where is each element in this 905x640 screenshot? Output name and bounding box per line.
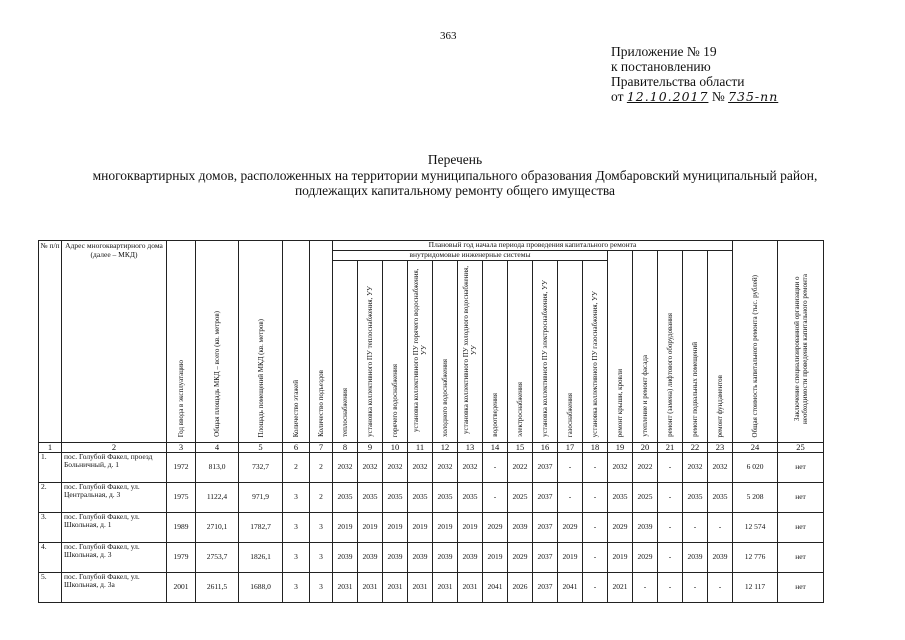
column-number: 15 [508,442,533,452]
table-cell: 2026 [508,572,533,602]
column-number: 17 [558,442,583,452]
header-gas: газоснабжения [566,392,574,437]
table-cell: 2039 [383,542,408,572]
column-number: 3 [167,442,196,452]
table-cell: 2611,5 [196,572,239,602]
table-cell: 2019 [408,512,433,542]
table-cell: 2039 [358,542,383,572]
title-line3: подлежащих капитальному ремонту общего имущества [294,183,616,198]
table-cell: 2032 [458,452,483,482]
header-elec-meter: установка коллективного ПУ электроснабжения, УУ [541,280,549,437]
header-hot: горячего водоснабжения [391,363,399,437]
table-cell: 2001 [167,572,196,602]
appendix-line2: к постановлению [611,59,711,74]
table-cell: 2753,7 [196,542,239,572]
header-cold: холодного водоснабжения [441,359,449,437]
table-cell: 2029 [608,512,633,542]
table-cell: 2021 [608,572,633,602]
table-cell: 2025 [508,482,533,512]
handwritten-number: 735-пп [728,89,779,104]
table-cell: 3 [310,542,333,572]
header-cold-meter: установка коллективного ПУ холодного водоснабжения, УУ [462,265,478,435]
column-number: 2 [62,442,167,452]
header-foundation: ремонт фундаментов [716,374,724,437]
table-cell: 2035 [708,482,733,512]
table-cell: 2019 [458,512,483,542]
table-cell: - [683,572,708,602]
table-cell: 1975 [167,482,196,512]
table-cell: 3 [310,572,333,602]
table-cell: 2 [310,452,333,482]
header-heat: теплоснабжения [341,388,349,437]
table-cell: нет [778,572,824,602]
table-cell: 2019 [333,512,358,542]
table-cell: 2022 [633,452,658,482]
table-cell: 2032 [408,452,433,482]
table-cell: 2022 [508,452,533,482]
appendix-line1: Приложение № 19 [611,44,717,59]
row-address: пос. Голубой Факел, ул. Школьная, д. 3а [62,572,167,602]
table-cell: нет [778,452,824,482]
column-numbers-row [39,442,824,452]
table-cell: 2019 [383,512,408,542]
header-num: № п/п [39,241,62,443]
header-year: Год ввода в эксплуатацию [177,359,185,437]
row-number: 2. [39,482,62,512]
table-cell: 2031 [408,572,433,602]
column-number: 16 [533,442,558,452]
table-cell: - [583,512,608,542]
header-elec: электроснабжения [516,381,524,437]
table-cell: 2041 [483,572,508,602]
table-cell: 2039 [683,542,708,572]
column-number: 1 [39,442,62,452]
table-cell: 1972 [167,452,196,482]
table-cell: 2029 [483,512,508,542]
table-cell: 2031 [433,572,458,602]
header-conclusion: Заключение специализированной организации о необходимости проведения капитального ремонта [792,274,809,424]
table-cell: 971,9 [239,482,283,512]
header-roof: ремонт крыши, кровли [616,368,624,437]
row-address: пос. Голубой Факел, ул. Школьная, д. 1 [62,512,167,542]
table-cell: 2029 [558,512,583,542]
header-area-total: Общая площадь МКД – всего (кв. метров) [213,311,221,437]
table-cell: 2032 [608,452,633,482]
table-cell: - [683,512,708,542]
column-number: 14 [483,442,508,452]
table-cell: 1782,7 [239,512,283,542]
table-cell: 2 [283,452,310,482]
table-cell: 1688,0 [239,572,283,602]
table-cell: 2019 [483,542,508,572]
header-cost: Общая стоимость капитального ремонта (тыс. рублей) [751,274,759,437]
table-cell: 1979 [167,542,196,572]
table-cell: 2025 [633,482,658,512]
header-heat-meter: установка коллективного ПУ теплоснабжения, УУ [366,286,374,437]
table-cell: 2039 [333,542,358,572]
column-number: 9 [358,442,383,452]
table-cell: нет [778,512,824,542]
table-cell: 2032 [433,452,458,482]
table-row [39,482,824,512]
table-cell: 3 [283,542,310,572]
header-elevator: ремонт (замена) лифтового оборудования [666,313,674,437]
header-systems-group: внутридомовые инженерные системы [333,251,608,261]
table-cell: 2031 [358,572,383,602]
title-line2: многоквартирных домов, расположенных на территории муниципального образования Домбаровский муниципальный район, [92,168,818,183]
column-number: 19 [608,442,633,452]
appendix-line3: Правительства области [611,74,745,89]
table-row [39,572,824,602]
table-cell: - [483,452,508,482]
column-number: 21 [658,442,683,452]
table-cell: 1122,4 [196,482,239,512]
table-cell: нет [778,542,824,572]
row-number: 5. [39,572,62,602]
column-number: 12 [433,442,458,452]
table-cell: нет [778,482,824,512]
table-cell: 2031 [333,572,358,602]
table-cell: 2 [310,482,333,512]
table-cell: 2035 [433,482,458,512]
table-cell: 2032 [333,452,358,482]
page-number: 363 [440,30,457,42]
column-number: 4 [196,442,239,452]
table-cell: - [483,482,508,512]
table-cell: 2019 [608,542,633,572]
table-cell: 3 [283,512,310,542]
table-row [39,512,824,542]
column-number: 7 [310,442,333,452]
header-gas-meter: установка коллективного ПУ газоснабжения, УУ [591,290,599,437]
table-cell: 2035 [608,482,633,512]
table-cell: 2032 [683,452,708,482]
column-number: 6 [283,442,310,452]
table-cell: - [658,482,683,512]
table-cell: 2035 [408,482,433,512]
header-basement: ремонт подвальных помещений [691,342,699,437]
table-cell: - [658,572,683,602]
table-cell: 2039 [508,512,533,542]
row-number: 4. [39,542,62,572]
table-cell: 2035 [333,482,358,512]
header-plan-group: Плановый год начала периода проведения капитального ремонта [333,241,733,251]
column-number: 8 [333,442,358,452]
row-number: 3. [39,512,62,542]
column-number: 18 [583,442,608,452]
table-cell: 2037 [533,542,558,572]
row-number: 1. [39,452,62,482]
table-cell: 2032 [383,452,408,482]
table-cell: 2035 [683,482,708,512]
table-cell: 2031 [458,572,483,602]
handwritten-date: 12.10.2017 [626,89,709,104]
table-cell: 2037 [533,512,558,542]
appendix-block [611,44,778,104]
table-cell: 2039 [458,542,483,572]
number-label: № [711,89,725,104]
table-cell: 2029 [633,542,658,572]
table-cell: - [583,482,608,512]
table-cell: 2035 [458,482,483,512]
table-cell: 813,0 [196,452,239,482]
table-cell: 2037 [533,452,558,482]
table-cell: 3 [310,512,333,542]
houses-table [38,240,824,603]
column-number: 24 [733,442,778,452]
table-cell: - [583,542,608,572]
table-cell: 2019 [433,512,458,542]
row-address: пос. Голубой Факел, проезд Больничный, д. 1 [62,452,167,482]
header-drain: водоотведения [491,393,499,437]
table-cell: 2031 [383,572,408,602]
table-cell: 12 117 [733,572,778,602]
table-cell: - [658,452,683,482]
table-cell: 1989 [167,512,196,542]
table-cell: 2039 [633,512,658,542]
table-cell: - [658,512,683,542]
row-address: пос. Голубой Факел, ул. Центральная, д. 3 [62,482,167,512]
table-cell: 2019 [558,542,583,572]
table-body [39,452,824,602]
header-floors: Количество этажей [292,379,300,437]
table-cell: - [583,452,608,482]
table-cell: 2039 [433,542,458,572]
table-cell: - [583,572,608,602]
table-cell: 12 574 [733,512,778,542]
column-number: 23 [708,442,733,452]
from-label: от [611,89,624,104]
header-entrances: Количество подъездов [317,370,325,437]
appendix-date-line [611,89,778,104]
header-area-rooms: Площадь помещений МКД (кв. метров) [256,318,265,437]
table-cell: 2039 [708,542,733,572]
table-cell: 732,7 [239,452,283,482]
table-cell: 5 208 [733,482,778,512]
table-cell: 2019 [358,512,383,542]
table-cell: 6 020 [733,452,778,482]
column-number: 20 [633,442,658,452]
table-cell: 2037 [533,572,558,602]
row-address: пос. Голубой Факел, ул. Школьная, д. 3 [62,542,167,572]
table-cell: - [658,542,683,572]
table-cell: 2035 [358,482,383,512]
table-row [39,542,824,572]
table-cell: - [558,452,583,482]
column-number: 13 [458,442,483,452]
column-number: 25 [778,442,824,452]
title-line1: Перечень [427,152,483,167]
table-row [39,452,824,482]
column-number: 10 [383,442,408,452]
table-cell: 2039 [408,542,433,572]
table-cell: 2710,1 [196,512,239,542]
table-cell: - [558,482,583,512]
table-cell: - [708,572,733,602]
table-cell: - [633,572,658,602]
column-number: 11 [408,442,433,452]
table-cell: 2035 [383,482,408,512]
table-cell: 2029 [508,542,533,572]
table-cell: 2037 [533,482,558,512]
header-address: Адрес многоквартирного дома (далее – МКД) [62,241,167,443]
table-cell: 2032 [358,452,383,482]
table-cell: - [708,512,733,542]
table-cell: 12 776 [733,542,778,572]
table-cell: 3 [283,482,310,512]
column-number: 5 [239,442,283,452]
header-facade: утепление и ремонт фасада [641,355,649,437]
table-cell: 2032 [708,452,733,482]
column-number: 22 [683,442,708,452]
table-cell: 3 [283,572,310,602]
table-cell: 2041 [558,572,583,602]
header-hot-meter: установка коллективного ПУ горячего водоснабжения, УУ [412,268,428,432]
table-cell: 1826,1 [239,542,283,572]
